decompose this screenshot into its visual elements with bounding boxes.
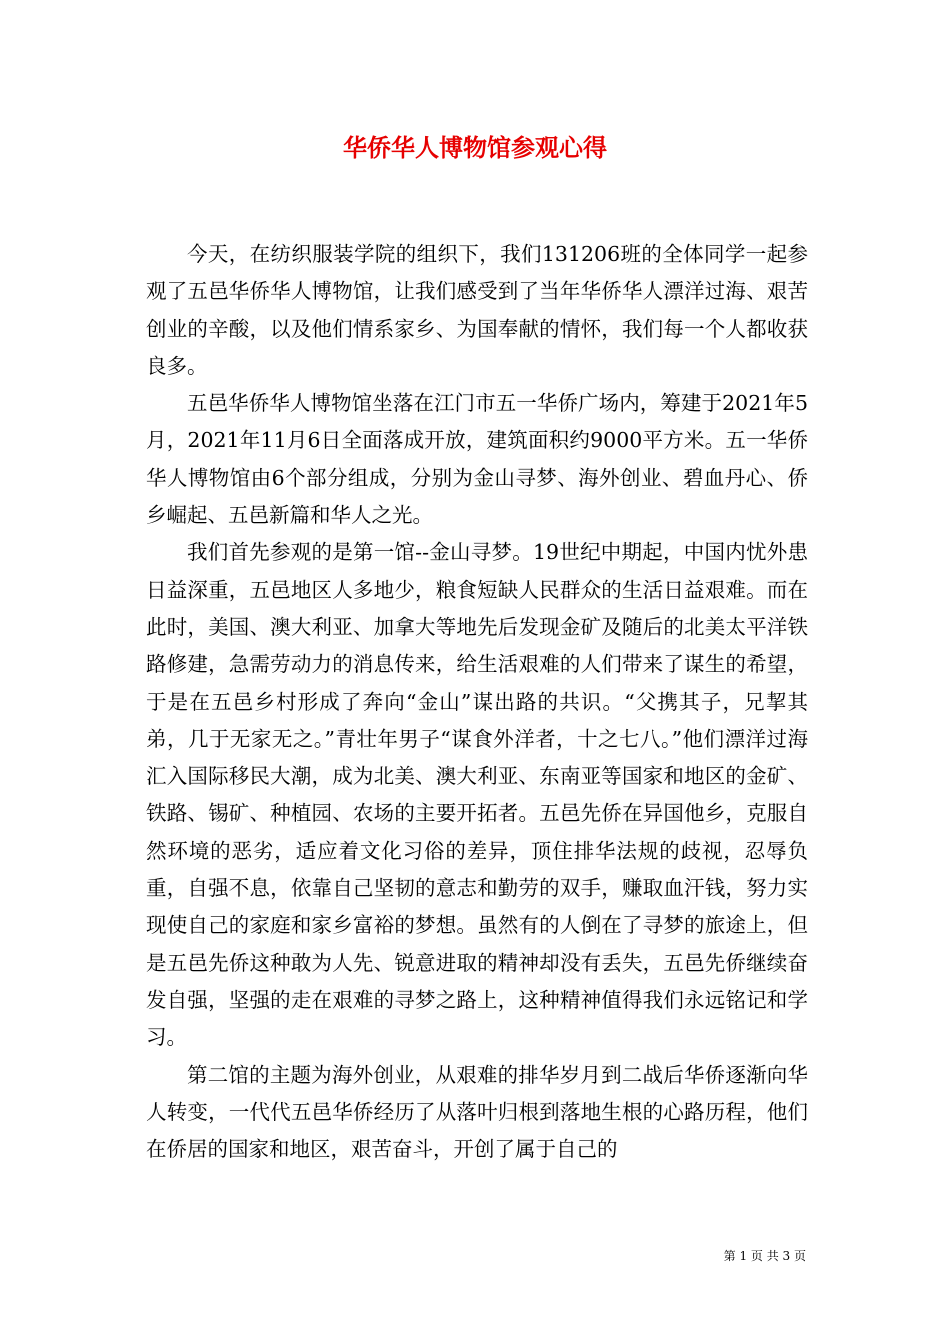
paragraph-2: 五邑华侨华人博物馆坐落在江门市五一华侨广场内，筹建于2021年5月，2021年11月6日全面落成开放，建筑面积约9000平方米。五一华侨华人博物馆由6个部分组成，分别为金山寻梦、海外创业、碧血丹心、侨乡崛起、五邑新篇和华人之光。 xyxy=(146,391,808,528)
paragraph-3: 我们首先参观的是第一馆--金山寻梦。19世纪中期起，中国内忧外患日益深重，五邑地区人多地少，粮食短缺人民群众的生活日益艰难。而在此时，美国、澳大利亚、加拿大等地先后发现金矿及随后的北美太平洋铁路修建，急需劳动力的消息传来，给生活艰难的人们带来了谋生的希望，于是在五邑乡村形成了奔向“金山”谋出路的共识。“父携其子，兄挈其弟，几于无家无之。”青壮年男子“谋食外洋者，十之七八。”他们漂洋过海汇入国际移民大潮，成为北美、澳大利亚、东南亚等国家和地区的金矿、铁路、锡矿、种植园、农场的主要开拓者。五邑先侨在异国他乡，克服自然环境的恶劣，适应着文化习俗的差异，顶住排华法规的歧视，忍辱负重，自强不息，依靠自己坚韧的意志和勤劳的双手，赚取血汗钱，努力实现使自己的家庭和家乡富裕的梦想。虽然有的人倒在了寻梦的旅途上，但是五邑先侨这种敢为人先、锐意进取的精神却没有丢失，五邑先侨继续奋发自强，坚强的走在艰难的寻梦之路上，这种精神值得我们永远铭记和学习。 xyxy=(146,540,808,1050)
paragraph-1: 今天，在纺织服装学院的组织下，我们131206班的全体同学一起参观了五邑华侨华人博物馆，让我们感受到了当年华侨华人漂洋过海、艰苦创业的辛酸，以及他们情系家乡、为国奉献的情怀，我们每一个人都收获良多。 xyxy=(146,242,808,378)
page-number: 第 1 页 共 3 页 xyxy=(723,1249,806,1263)
document-title: 华侨华人博物馆参观心得 xyxy=(343,133,607,162)
paragraph-4: 第二馆的主题为海外创业，从艰难的排华岁月到二战后华侨逐渐向华人转变，一代代五邑华侨经历了从落叶归根到落地生根的心路历程，他们在侨居的国家和地区，艰苦奋斗，开创了属于自己的 xyxy=(146,1062,808,1162)
document-body xyxy=(146,236,808,1168)
